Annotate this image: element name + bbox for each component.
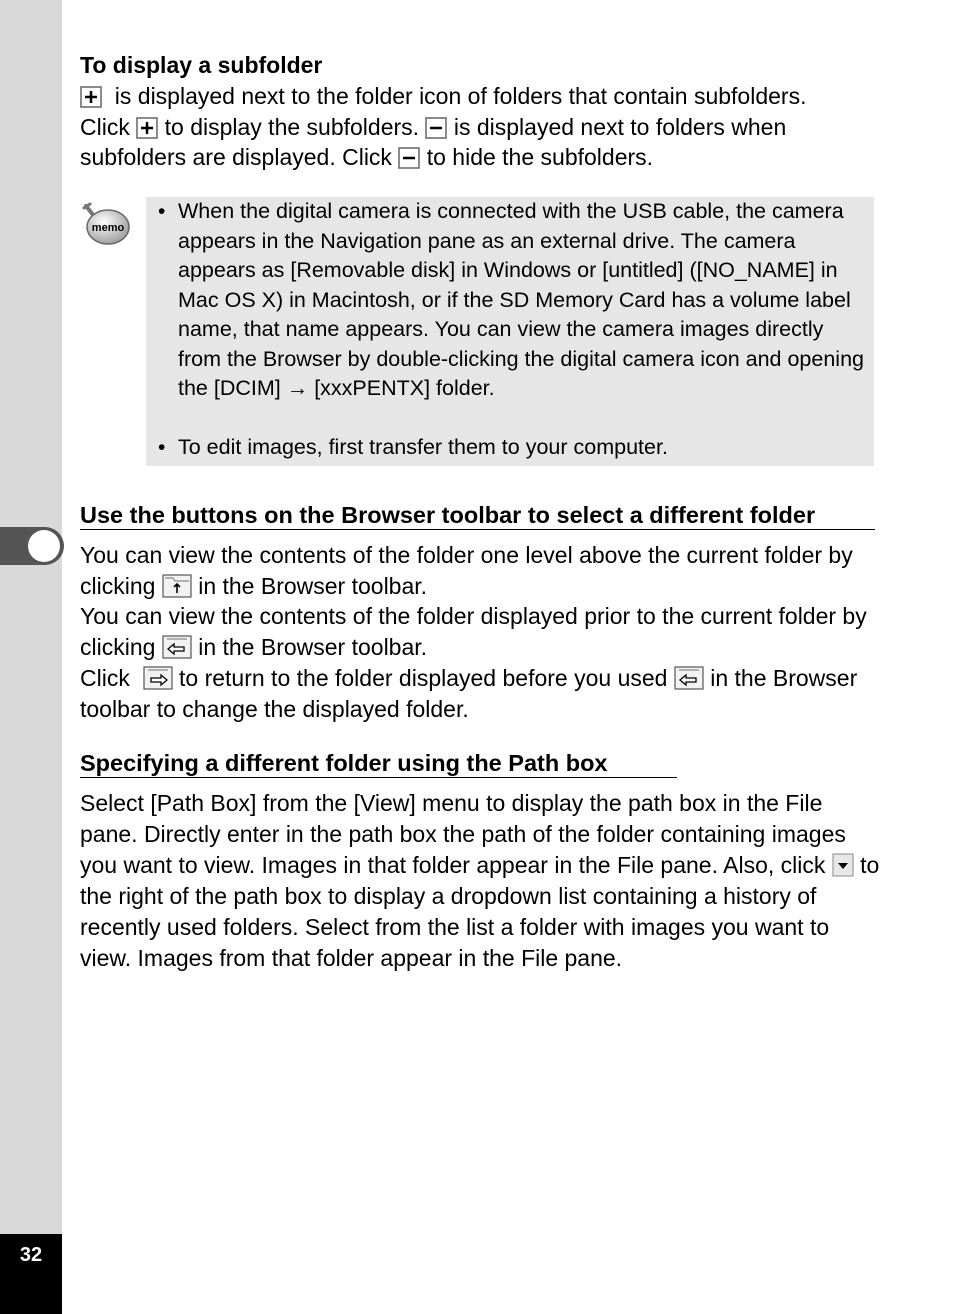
toolbar-text-2a: You can view the contents of the folder displayed prior to the current folder by clicking	[80, 603, 867, 660]
toolbar-paragraph-1	[80, 540, 880, 602]
toolbar-section-heading: Use the buttons on the Browser toolbar to select a different folder	[80, 502, 816, 528]
subfolder-text-3a: subfolders are displayed. Click	[80, 144, 392, 170]
minus-box-icon	[425, 117, 447, 139]
memo-bullet-1: When the digital camera is connected with the USB cable, the camera appears in the Navigation pane as an external drive. The camera appears as [Removable disk] in Windows or [untitled] ([NO_NAME] in Mac OS X) in Macintosh, or if the SD Memory Card has a volume label name, that name appears. You can view the camera images directly from the Browser by double-clicking the digital camera icon and opening the [DCIM] → [xxxPENTX] folder.	[178, 199, 864, 400]
toolbar-paragraph-2	[80, 601, 880, 663]
toolbar-text-1b: in the Browser toolbar.	[198, 573, 428, 599]
minus-box-icon	[398, 147, 420, 169]
path-text-1: Select [Path Box] from the [View] menu to display the path box in the File pane. Directly enter in the path box the path of the folder containing images you want to view. Images in that folder appear in the File pane.	[80, 790, 846, 878]
side-margin-strip	[0, 0, 62, 1314]
back-arrow-icon	[162, 635, 192, 659]
path-paragraph	[80, 788, 880, 974]
path-heading-underline	[80, 777, 677, 778]
subfolder-line-1	[80, 81, 880, 112]
memo-bullet-2: To edit images, first transfer them to your computer.	[178, 435, 668, 459]
chapter-tab-icon	[0, 527, 64, 565]
subfolder-text-3b: to hide the subfolders.	[426, 144, 654, 170]
memo-bullet-2-marker: •	[158, 436, 166, 459]
subfolder-line-2	[80, 112, 880, 143]
plus-box-icon	[136, 117, 158, 139]
toolbar-text-3c: in the Browser toolbar to change the displayed folder.	[80, 665, 858, 722]
forward-arrow-icon	[143, 666, 173, 690]
dropdown-arrow-icon	[832, 853, 854, 877]
toolbar-text-1a: You can view the contents of the folder one level above the current folder by clicking	[80, 542, 853, 599]
memo-icon-label: memo	[91, 222, 125, 234]
toolbar-heading-underline	[80, 529, 875, 530]
toolbar-text-3b: to return to the folder displayed before you used	[179, 665, 668, 691]
toolbar-paragraph-3	[80, 663, 880, 725]
back-arrow-icon	[674, 666, 704, 690]
page-number: 32	[19, 1244, 43, 1266]
subfolder-text-1: is displayed next to the folder icon of folders that contain subfolders.	[114, 83, 807, 109]
subfolder-text-2c: is displayed next to folders when	[453, 114, 787, 140]
toolbar-text-2b: in the Browser toolbar.	[198, 634, 428, 660]
toolbar-text-3a: Click	[80, 665, 130, 691]
memo-icon	[80, 202, 132, 248]
subfolder-text-2a: Click	[80, 114, 130, 140]
path-text-2b: to the right of the path box to display a dropdown list containing a history of recently used folders. Select from the list a folder with images you want to view. Images from that folder appear in the File pane.	[80, 852, 880, 971]
plus-box-icon	[80, 86, 102, 108]
path-text-2a: Also, click	[723, 852, 826, 878]
subfolder-text-2b: to display the subfolders.	[164, 114, 420, 140]
subfolder-line-3	[80, 142, 880, 173]
subfolder-heading: To display a subfolder	[80, 52, 323, 78]
memo-bullet-1-marker: •	[158, 200, 166, 223]
folder-up-icon	[162, 574, 192, 598]
path-section-heading: Specifying a different folder using the Path box	[80, 750, 608, 776]
